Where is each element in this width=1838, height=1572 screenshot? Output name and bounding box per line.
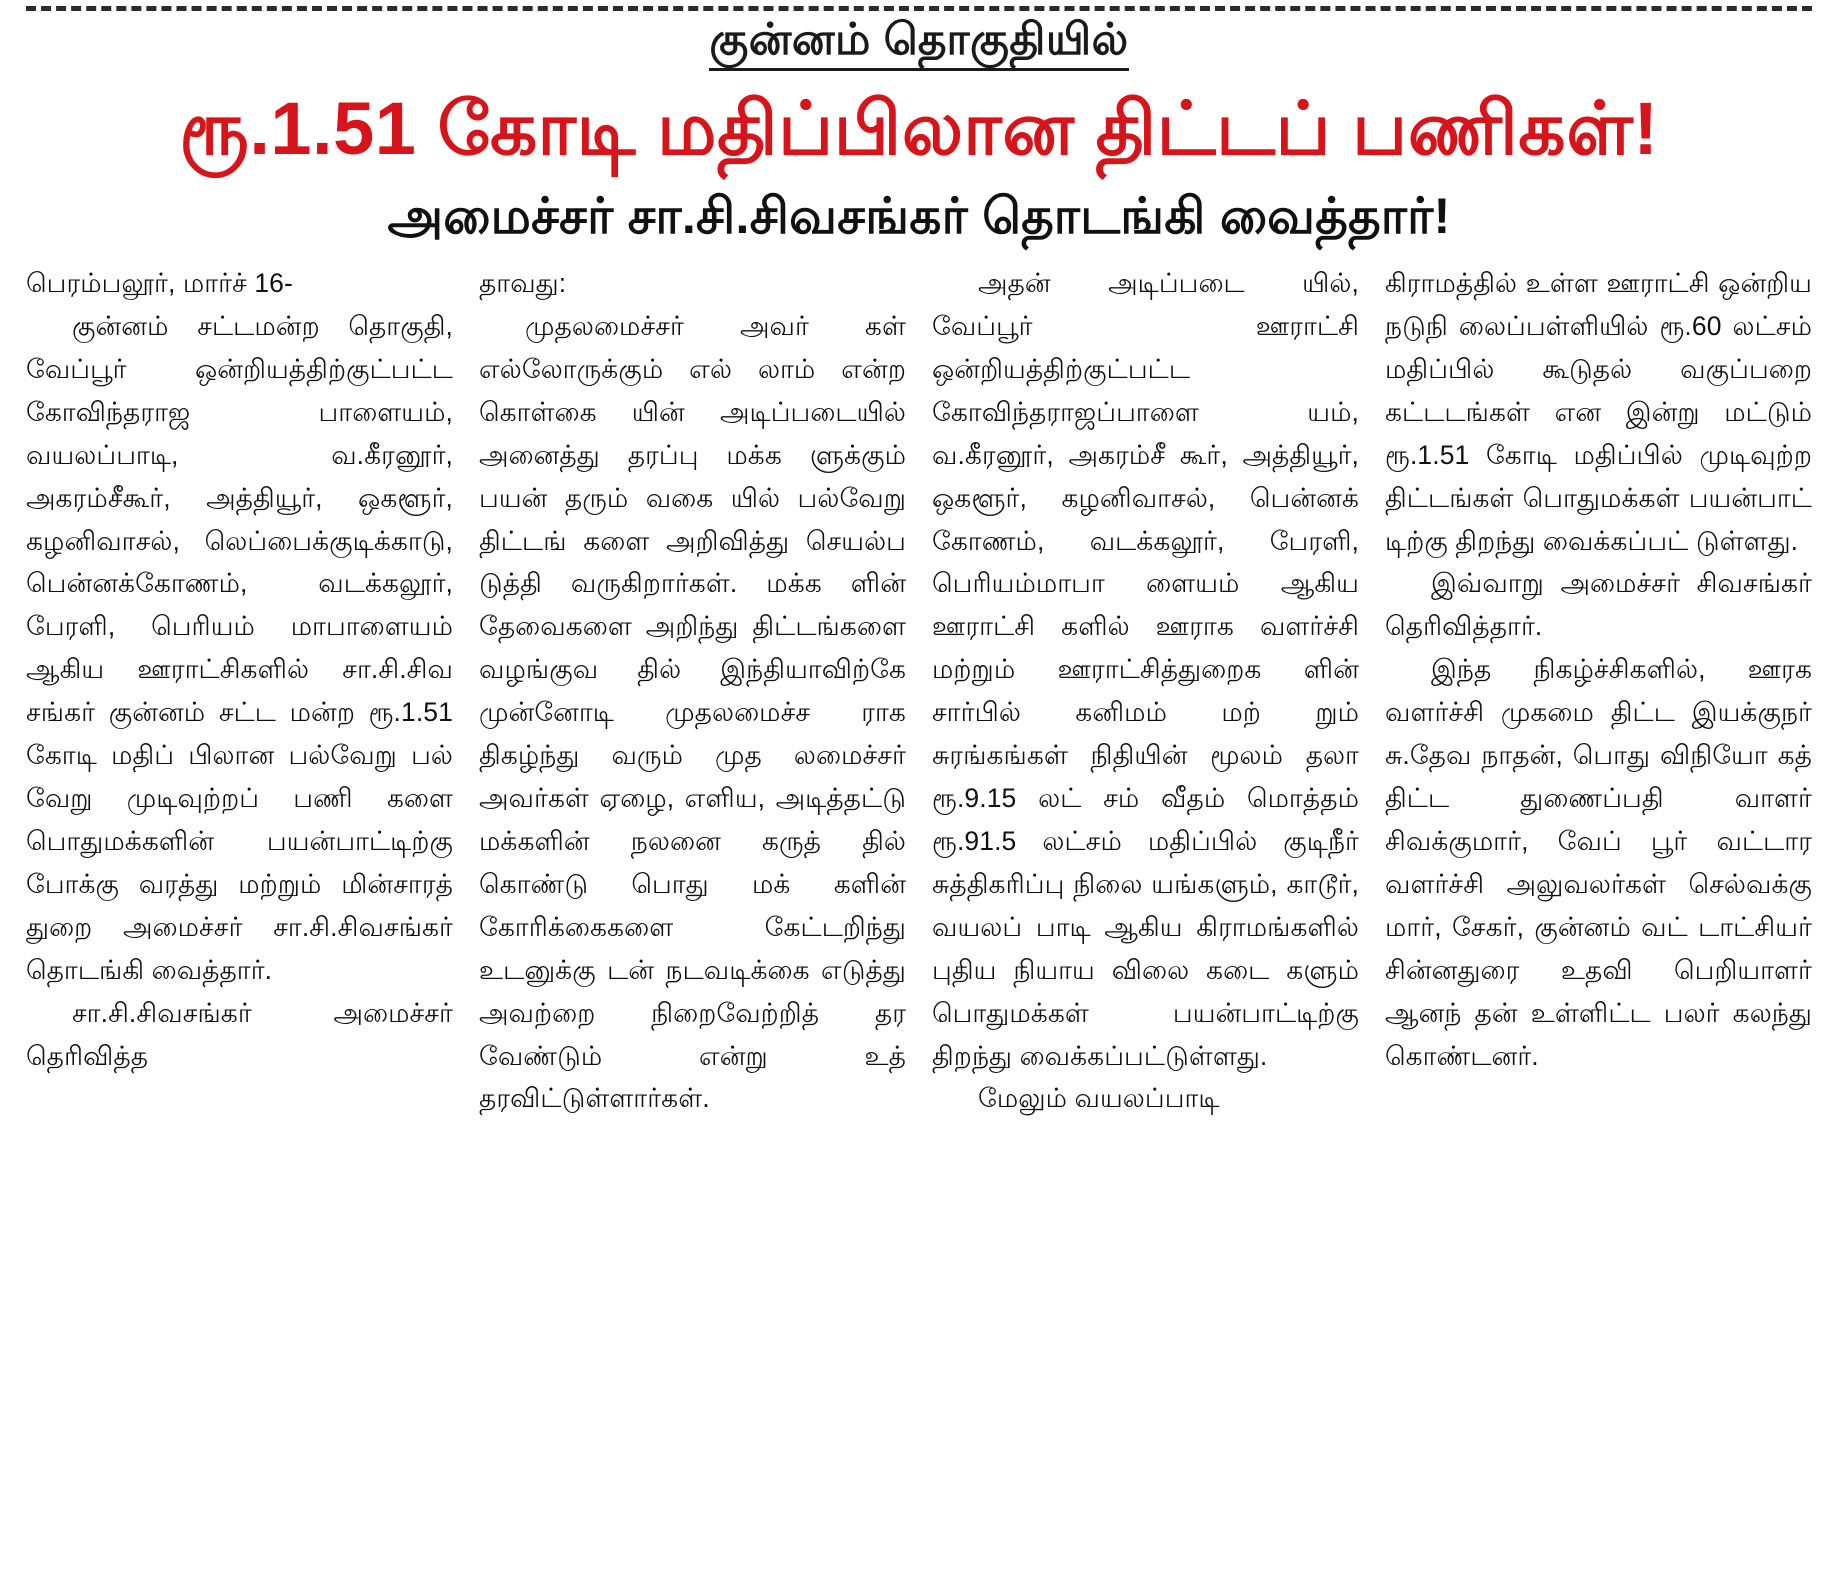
paragraph: மேலும் வயலப்பாடி: [978, 1083, 1220, 1114]
paragraph: கிராமத்தில் உள்ள ஊராட்சி ஒன்றிய நடுநி லைப்பள்ளியில் ரூ.60 லட்சம் மதிப்பில் கூடுதல் வகுப்பறை கட்டடங்கள் என இன்று மட்டும் ரூ.1.51 கோடி மதிப்பில் முடிவுற்ற திட்டங்கள் பொதுமக்கள் பயன்பாட் டிற்கு திறந்து வைக்கப்பட் டுள்ளது.: [1385, 267, 1812, 556]
paragraph: இந்த நிகழ்ச்சிகளில், ஊரக வளர்ச்சி முகமை திட்ட இயக்குநர் சு.தேவ நாதன், பொது விநியோ கத் திட்ட துணைப்பதி வாளர் சிவக்குமார், வேப் பூர் வட்டார வளர்ச்சி அலுவலர்கள் செல்வக்கு மார், சேகர், குன்னம் வட் டாட்சியர் சின்னதுரை உதவி பெறியாளர் ஆனந் தன் உள்ளிட்ட பலர் கலந்து கொண்டனர்.: [1385, 654, 1812, 1071]
article-column-2: [479, 262, 906, 1412]
paragraph: முதலமைச்சர் அவர் கள் எல்லோருக்கும் எல் லாம் என்ற கொள்கை யின் அடிப்படையில் அனைத்து தரப்பு மக்க ளுக்கும் பயன் தரும் வகை யில் பல்வேறு திட்டங் களை அறிவித்து செயல்ப டுத்தி வருகிறார்கள். மக்க ளின் தேவைகளை அறிந்து திட்டங்களை வழங்குவ தில் இந்தியாவிற்கே முன்னோடி முதலமைச்ச ராக திகழ்ந்து வரும் முத லமைச்சர் அவர்கள் ஏழை, எளிய, அடித்தட்டு மக்களின் நலனை கருத் தில் கொண்டு பொது மக் களின் கோரிக்கைகளை கேட்டறிந்து உடனுக்கு டன் நடவடிக்கை எடுத்து அவற்றை நிறைவேற்றித் தர வேண்டும் என்று உத் தரவிட்டுள்ளார்கள்.: [479, 310, 906, 1114]
paragraph: இவ்வாறு அமைச்சர் சிவசங்கர் தெரிவித்தார்.: [1385, 568, 1812, 642]
top-dashed-divider: [26, 6, 1812, 11]
article-column-3: [932, 262, 1359, 1412]
article-subheadline: அமைச்சர் சா.சி.சிவசங்கர் தொடங்கி வைத்தார்!: [387, 188, 1451, 245]
article-kicker-text: குன்னம் தொகுதியில்: [709, 15, 1128, 71]
paragraph: குன்னம் சட்டமன்ற தொகுதி, வேப்பூர் ஒன்றியத்திற்குட்பட்ட கோவிந்தராஜ பாளையம், வயலப்பாடி, வ.கீரனூர், அகரம்சீகூர், அத்தியூர், ஒகளூர், கழனிவாசல், லெப்பைக்குடிக்காடு, பென்னக்கோணம், வடக்கலூர், பேரளி, பெரியம் மாபாளையம் ஆகிய ஊராட்சிகளில் சா.சி.சிவ சங்கர் குன்னம் சட்ட மன்ற ரூ.1.51 கோடி மதிப் பிலான பல்வேறு பல் வேறு முடிவுற்றப் பணி களை பொதுமக்களின் பயன்பாட்டிற்கு போக்கு வரத்து மற்றும் மின்சாரத் துறை அமைச்சர் சா.சி.சிவசங்கர் தொடங்கி வைத்தார்.: [26, 310, 453, 985]
paragraph: தாவது:: [479, 267, 567, 298]
article-headline: ரூ.1.51 கோடி மதிப்பிலான திட்டப் பணிகள்!: [179, 86, 1659, 170]
newspaper-page: [0, 6, 1838, 1572]
article-column-1: [26, 262, 453, 1412]
article-kicker: [26, 15, 1812, 66]
dateline: பெரம்பலூர், மார்ச் 16-: [26, 267, 293, 298]
article-column-4: [1385, 262, 1812, 1412]
paragraph: சா.சி.சிவசங்கர் அமைச்சர் தெரிவித்த: [26, 997, 453, 1071]
paragraph: அதன் அடிப்படை யில், வேப்பூர் ஊராட்சி ஒன்றியத்திற்குட்பட்ட கோவிந்தராஜப்பாளை யம், வ.கீரனூர், அகரம்சீ கூர், அத்தியூர், ஒகளூர், கழனிவாசல், பென்னக் கோணம், வடக்கலூர், பேரளி, பெரியம்மாபா ளையம் ஆகிய ஊராட்சி களில் ஊராக வளர்ச்சி மற்றும் ஊராட்சித்துறைக ளின் சார்பில் கனிமம் மற் றும் சுரங்கங்கள் நிதியின் மூலம் தலா ரூ.9.15 லட் சம் வீதம் மொத்தம் ரூ.91.5 லட்சம் மதிப்பில் குடிநீர் சுத்திகரிப்பு நிலை யங்களும், காடூர், வயலப் பாடி ஆகிய கிராமங்களில் புதிய நியாய விலை கடை களும் பொதுமக்கள் பயன்பாட்டிற்கு திறந்து வைக்கப்பட்டுள்ளது.: [932, 267, 1359, 1071]
article-body-columns: [26, 262, 1812, 1412]
